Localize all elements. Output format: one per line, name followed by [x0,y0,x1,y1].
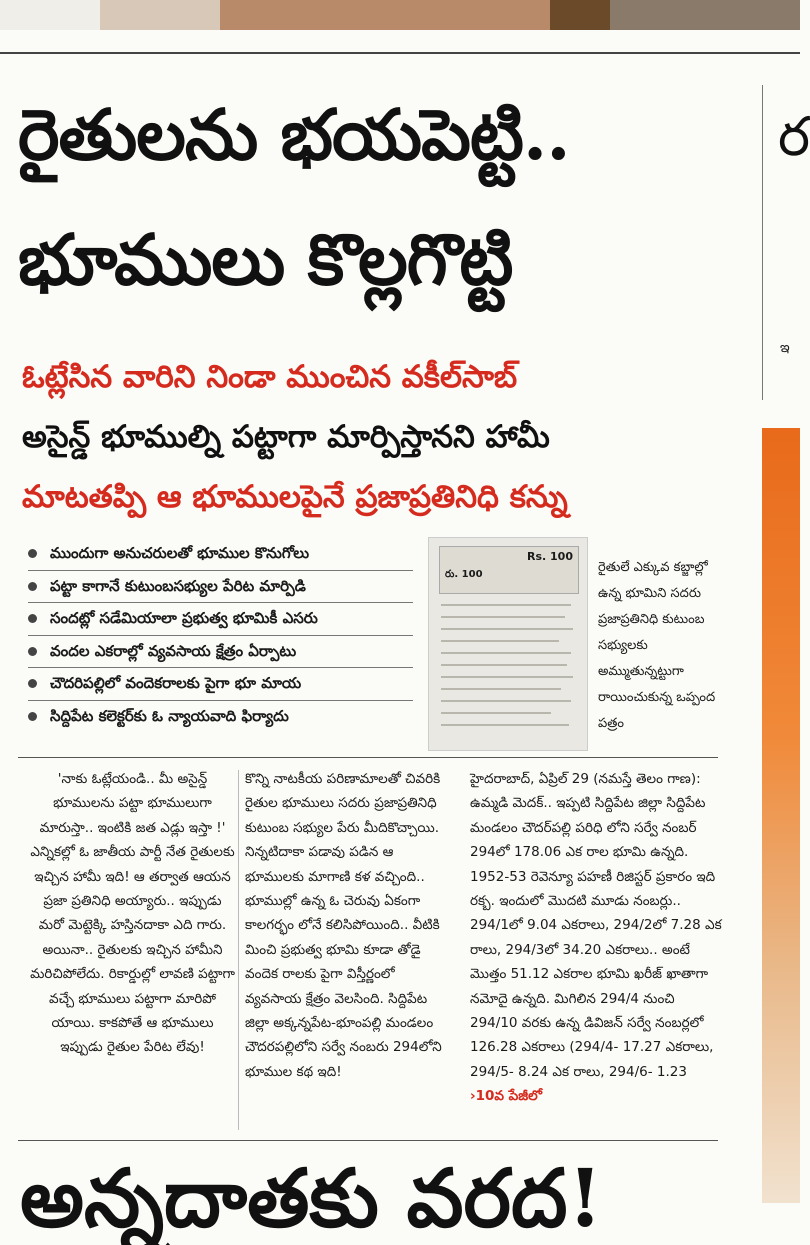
next-article-headline: అన్నదాతకు వరద! [20,1151,603,1245]
bullet-item [28,668,413,701]
bullet-text: చౌదరిపల్లిలో వందెకరాలకు పైగా భూ మాయ [50,674,302,692]
bullet-dot-icon [28,614,37,623]
document-text-line [441,664,567,666]
column-rule [238,770,239,1130]
bullet-item [28,701,413,733]
continued-page-ref[interactable]: ›10వ పేజీలో [470,1088,543,1105]
right-column-fragment: ఇ [780,340,790,356]
bullet-dot-icon [28,647,37,656]
photo-caption: రైతులే ఎక్కువ కబ్జాల్లో ఉన్న భూమిని సదరు ప్రజాప్రతినిధి కుటుంబ సభ్యులకు అమ్ముతున్నట్టుగా రాయించుకున్న ఒప్పంద పత్రం [598,560,716,731]
right-column-glyph: ర [778,105,810,168]
document-text-line [441,652,571,654]
document-text-line [441,640,559,642]
article-column-2: కొన్ని నాటకీయ పరిణామాలతో చివరికి రైతుల భూములు సదరు ప్రజాప్రతినిధి కుటుంబ సభ్యుల పేరు మీదికొచ్చాయి. నిన్నటిదాకా పడావు పడిన ఆ భూములకు మాగాణి కళ వచ్చింది.. భూముల్లో ఉన్న ఓ చెరువు ఏకంగా కాలగర్భం లోనే కలిసిపోయింది.. వీటికి మించి ప్రభుత్వ భూమి కూడా తోడై వందెక రాలకు పైగా విస్తీర్ణంలో వ్యవసాయ క్షేత్రం వెలసింది. సిద్దిపేట జిల్లా అక్కన్నపేట-భూంపల్లి మండలం చౌదరపల్లిలోని సర్వే నంబరు 294లోని భూముల కథ ఇది! [245,771,442,1080]
document-text-line [441,712,551,714]
top-photo-strip [0,0,800,30]
headline-line-1: రైతులను భయపెట్టి.. [18,93,570,176]
document-text-line [441,688,561,690]
document-text-line [441,628,573,630]
bullet-list [28,538,413,732]
bullet-text: పట్టా కాగానే కుటుంబసభ్యుల పేరిట మార్పిడి [50,576,306,595]
article-column-3 [470,767,722,1109]
bullet-dot-icon [28,582,37,591]
document-text-line [441,676,573,678]
article-column-1: 'నాకు ఓట్లేయండి.. మీ అసైన్డ్ భూములను పట్టా భూములుగా మారుస్తా.. ఇంటికి జత ఎడ్లు ఇస్తా !' ఎన్నికల్లో ఓ జాతీయ పార్టీ నేత రైతులకు ఇచ్చిన హామీ ఇది! ఆ తర్వాత ఆయన ప్రజా ప్రతినిధి అయ్యారు.. ఇప్పుడు మరో మెట్టెక్కి హస్తినదాకా ఎది గారు. అయినా.. రైతులకు ఇచ్చిన హామీని మరిచిపోలేదు. రికార్డుల్లో లావణి పట్టాగా వచ్చే భూములు పట్టాగా మారిపో యాయి. కాకపోతే ఆ భూములు ఇప్పుడు రైతుల పేరిట లేవు! [30,771,235,1056]
document-text-line [441,604,571,606]
top-rule [0,52,800,54]
bullet-dot-icon [28,679,37,688]
bullet-item [28,603,413,636]
bullet-text: ముందుగా అనుచరులతో భూముల కొనుగోలు [50,544,310,562]
stamp-value-small: రు. 100 [445,569,483,580]
headline-line-2: భూములు కొల్లగొట్టి [18,218,513,301]
column-separator [762,85,763,400]
subhead-2: అసైన్డ్ భూముల్ని పట్టాగా మార్పిస్తానని హామీ [22,419,550,455]
right-column-photo [762,428,800,1203]
bullet-dot-icon [28,712,37,721]
bullet-dot-icon [28,549,37,558]
bullet-text: సందట్లో సడేమియాలా ప్రభుత్వ భూమికీ ఎసరు [50,609,318,627]
bottom-rule [18,1140,718,1141]
document-text-line [441,700,571,702]
stamp-value: Rs. 100 [527,550,573,563]
subhead-1: ఓట్లేసిన వారిని నిండా ముంచిన వకీల్‌సాబ్ [22,359,518,395]
stamp-paper-photo [428,537,588,751]
subhead-3: మాటతప్పి ఆ భూములపైనే ప్రజాప్రతినిధి కన్ను [22,479,568,515]
bullet-text: సిద్దిపేట కలెక్టర్‌కు ఓ న్యాయవాది ఫిర్యాదు [50,706,289,725]
document-text-line [441,724,569,726]
bullet-item [28,571,413,604]
article-column-3-text: హైదరాబాద్, ఏప్రిల్ 29 (నమస్తే తెలం గాణ): ఉమ్మడి మెదక్.. ఇప్పటి సిద్దిపేట జిల్లా సిద్దిపేట మండలం చౌదర్‌పల్లి పరిధి లోని సర్వే నంబర్ 294లో 178.06 ఎక రాల భూమి ఉన్నది. 1952-53 రెవెన్యూ పహణీ రిజిస్టర్ ప్రకారం ఇది రక్బ. ఇందులో మొదటి మూడు నంబర్లు.. 294/1లో 9.04 ఎకరాలు, 294/2లో 7.28 ఎక రాలు, 294/3లో 34.20 ఎకరాలు.. అంటే మొత్తం 51.12 ఎకరాల భూమి ఖరీజ్ ఖాతాగా నమోదై ఉన్నది. మిగిలిన 294/4 నుంచి 294/10 వరకు ఉన్న డివిజన్ సర్వే నంబర్లలో 126.28 ఎకరాలు (294/4- 17.27 ఎకరాలు, 294/5- 8.24 ఎక రాలు, 294/6- 1.23 [470,771,722,1080]
bullet-text: వందల ఎకరాల్లో వ్యవసాయ క్షేత్రం ఏర్పాటు [50,641,297,660]
bullet-item [28,636,413,669]
section-divider [18,757,718,758]
document-text-line [441,616,565,618]
bullet-item [28,538,413,571]
